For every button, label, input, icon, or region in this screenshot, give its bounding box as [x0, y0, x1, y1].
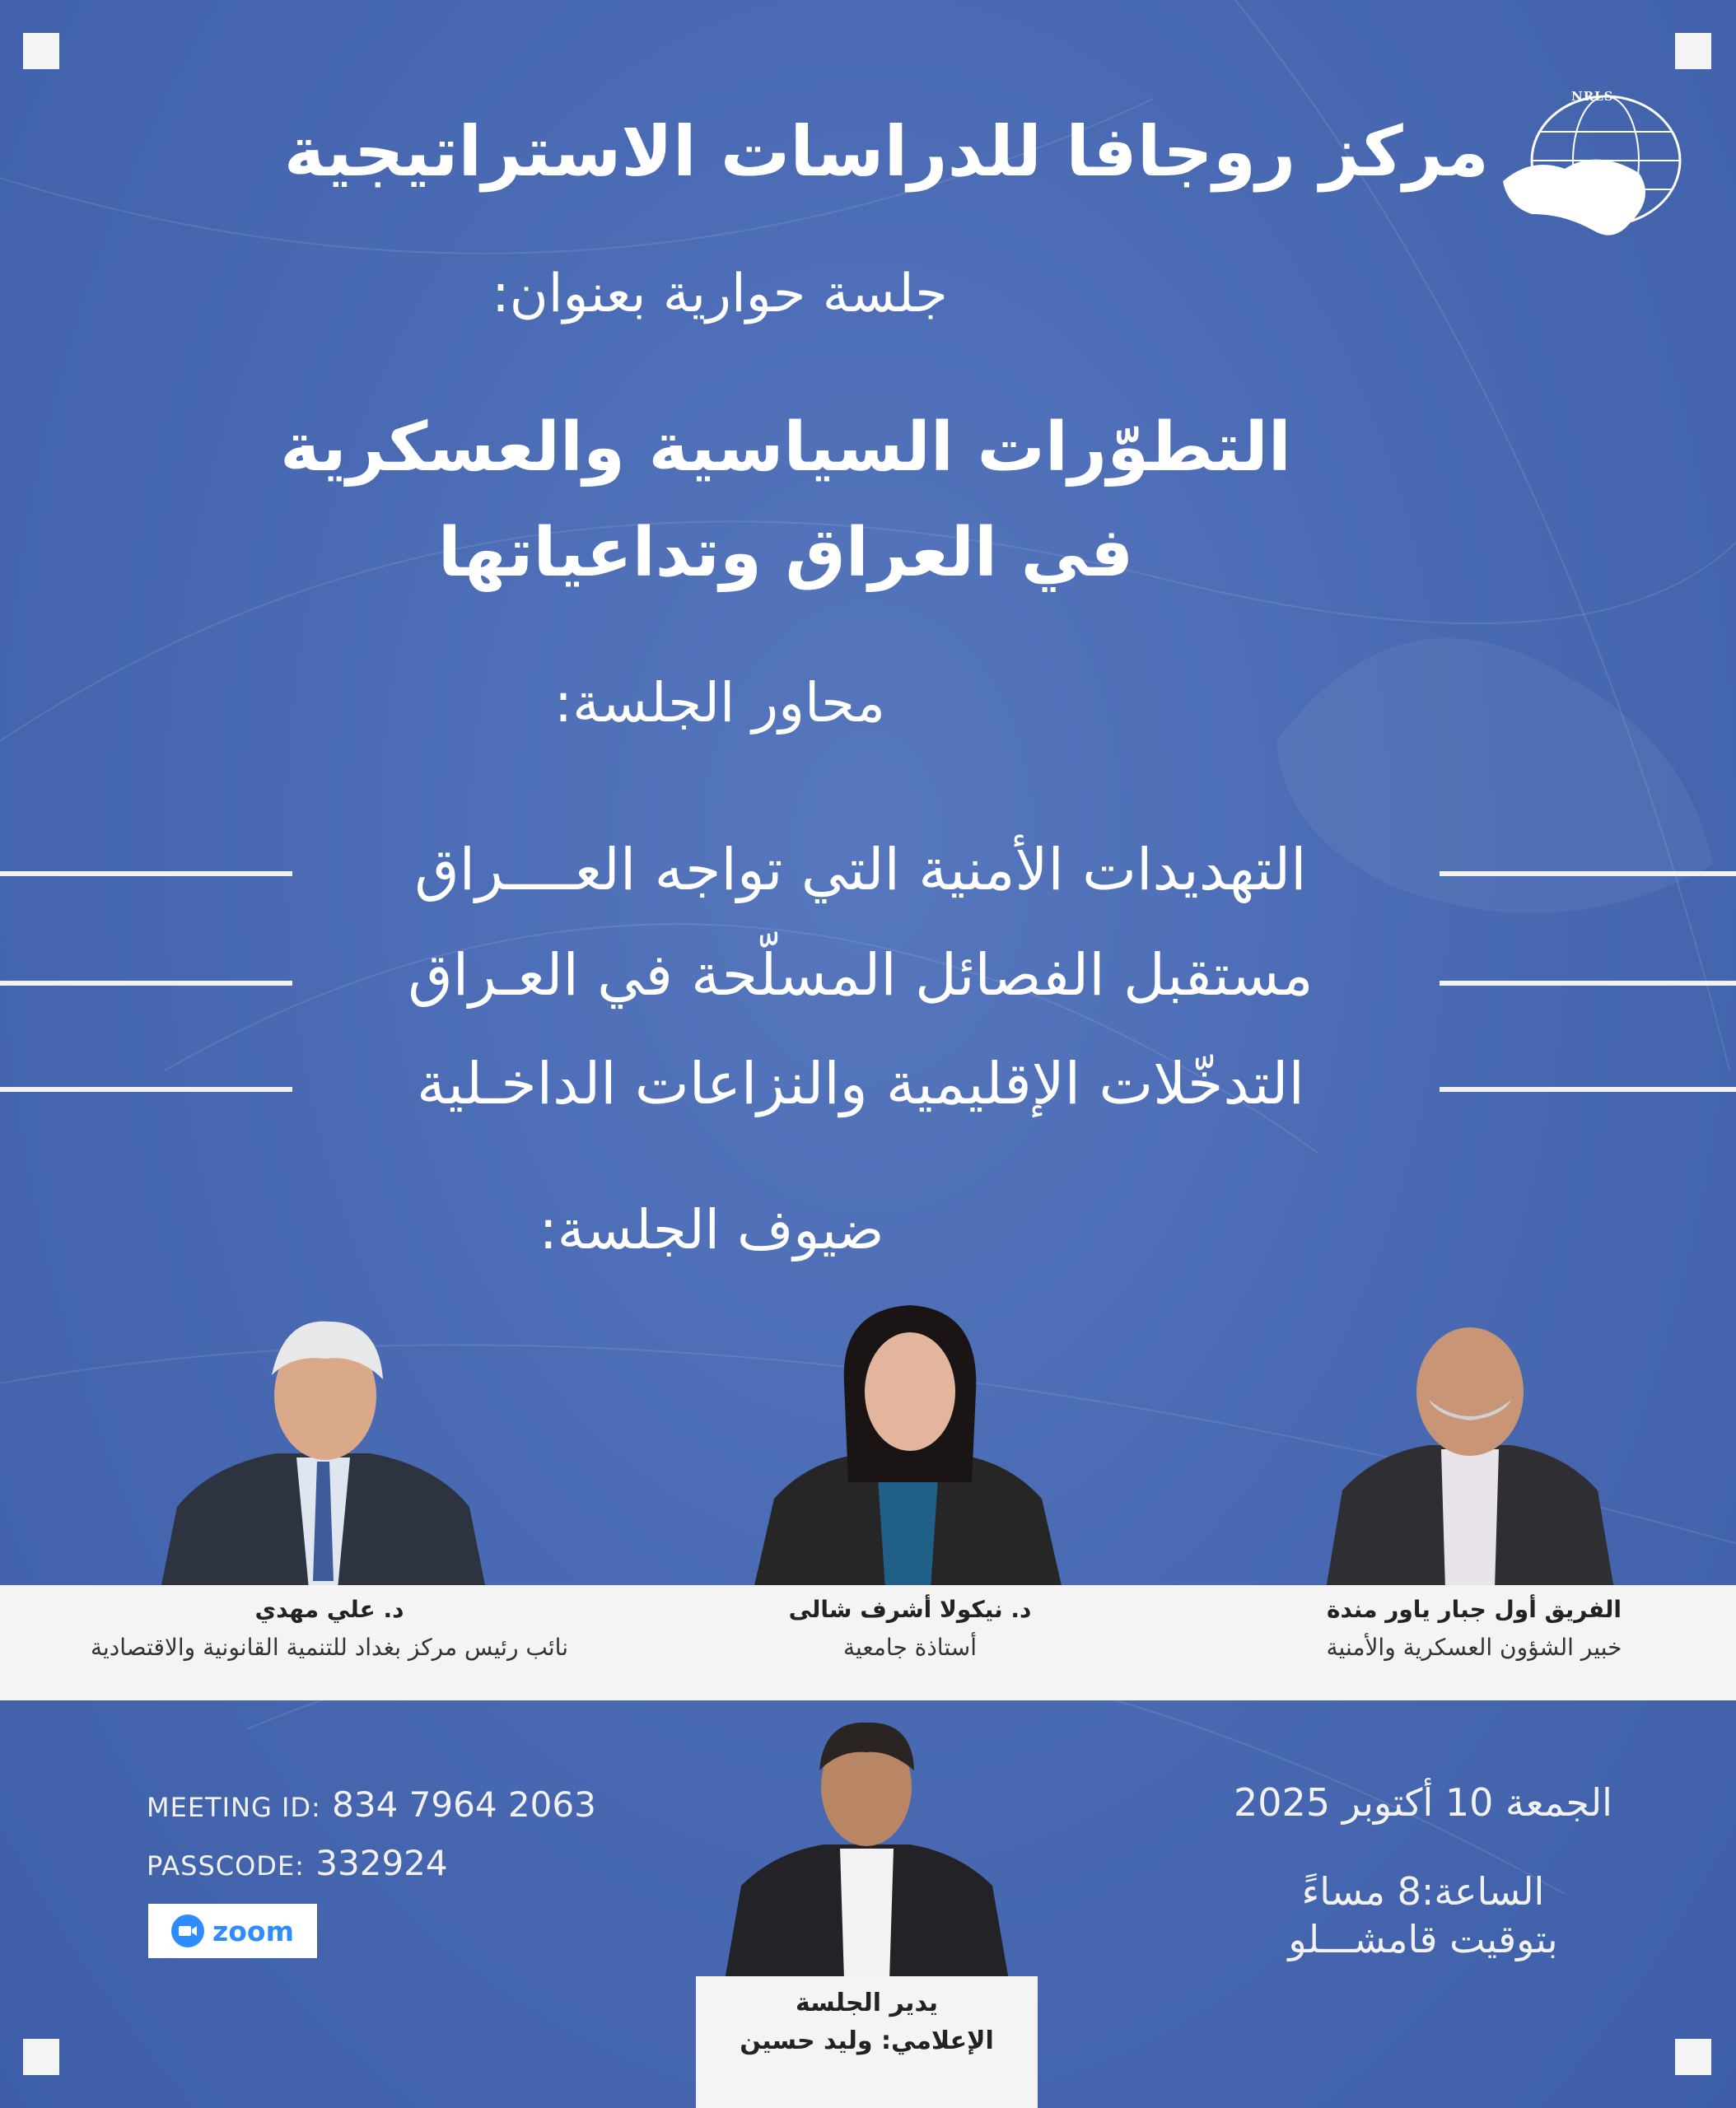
guest-role: خبير الشؤون العسكرية والأمنية: [1326, 1634, 1622, 1661]
divider-line: [0, 981, 292, 986]
corner-square-top-left: [23, 33, 59, 69]
guest-name: د. علي مهدي: [254, 1596, 404, 1623]
zoom-camera-icon: [171, 1914, 204, 1947]
moderator-name: الإعلامي: وليد حسين: [740, 2026, 994, 2055]
divider-line: [0, 1087, 292, 1092]
guest-photo-2: [754, 1293, 1062, 1589]
globe-logo-icon: [1499, 91, 1688, 247]
axes-heading: محاور الجلسة:: [553, 671, 886, 735]
axis-item: [0, 941, 1736, 1024]
guest-card-3: [1268, 1593, 1680, 1669]
moderator-title: يدير الجلسة: [795, 1989, 939, 2017]
guest-photo-3: [1326, 1313, 1614, 1589]
moderator-photo: [725, 1713, 1009, 1980]
divider-line: [1440, 981, 1736, 986]
org-title: مركز روجافا للدراسات الاستراتيجية: [283, 111, 1489, 192]
axis-item-text: التهديدات الأمنية التي تواجه العــــراق: [414, 836, 1307, 903]
zoom-logo: [148, 1904, 317, 1958]
passcode-row: [147, 1835, 596, 1894]
guest-name: د. نيكولا أشرف شالى: [788, 1596, 1032, 1623]
meeting-info: [147, 1777, 596, 1894]
logo-tag: NRLS: [1571, 89, 1614, 104]
guest-role: أستاذة جامعية: [842, 1634, 978, 1661]
axis-item-text: مستقبل الفصائل المسلّحة في العـراق: [408, 941, 1314, 1009]
axis-item: [0, 1050, 1736, 1132]
guest-name: الفريق أول جبار ياور مندة: [1327, 1596, 1622, 1623]
divider-line: [0, 871, 292, 876]
zoom-wordmark: zoom: [212, 1914, 294, 1947]
session-date: الجمعة 10 أكتوبر 2025: [1234, 1780, 1612, 1825]
moderator-card: [696, 1976, 1038, 2108]
corner-square-top-right: [1675, 33, 1711, 69]
passcode-value: 332924: [315, 1843, 448, 1883]
passcode-label: PASSCODE:: [147, 1850, 305, 1882]
session-title-line-2: في العراق وتداعياتها: [437, 514, 1134, 592]
meeting-id-label: MEETING ID:: [147, 1792, 321, 1823]
guest-card-2: [725, 1593, 1095, 1669]
guests-heading: ضيوف الجلسة:: [539, 1198, 884, 1262]
session-subtitle: جلسة حوارية بعنوان:: [492, 264, 948, 324]
axis-item-text: التدخّلات الإقليمية والنزاعات الداخـلية: [417, 1050, 1304, 1117]
divider-line: [1440, 1087, 1736, 1092]
divider-line: [1440, 871, 1736, 876]
session-time: الساعة:8 مساءً: [1301, 1869, 1545, 1914]
guest-photo-1: [161, 1309, 486, 1589]
schedule-info: [1176, 1779, 1670, 1963]
guest-role: نائب رئيس مركز بغداد للتنمية القانونية والاقتصادية: [90, 1634, 568, 1661]
session-title: [0, 395, 1654, 606]
guest-card-1: [25, 1593, 634, 1669]
corner-square-bottom-left: [23, 2039, 59, 2075]
axis-item: [0, 836, 1736, 918]
session-timezone: بتوقيت قامشـــلو: [1288, 1917, 1558, 1961]
meeting-id-row: [147, 1777, 596, 1835]
corner-square-bottom-right: [1675, 2039, 1711, 2075]
meeting-id-value: 834 7964 2063: [332, 1784, 596, 1825]
session-title-line-1: التطوّرات السياسية والعسكرية: [280, 408, 1291, 487]
